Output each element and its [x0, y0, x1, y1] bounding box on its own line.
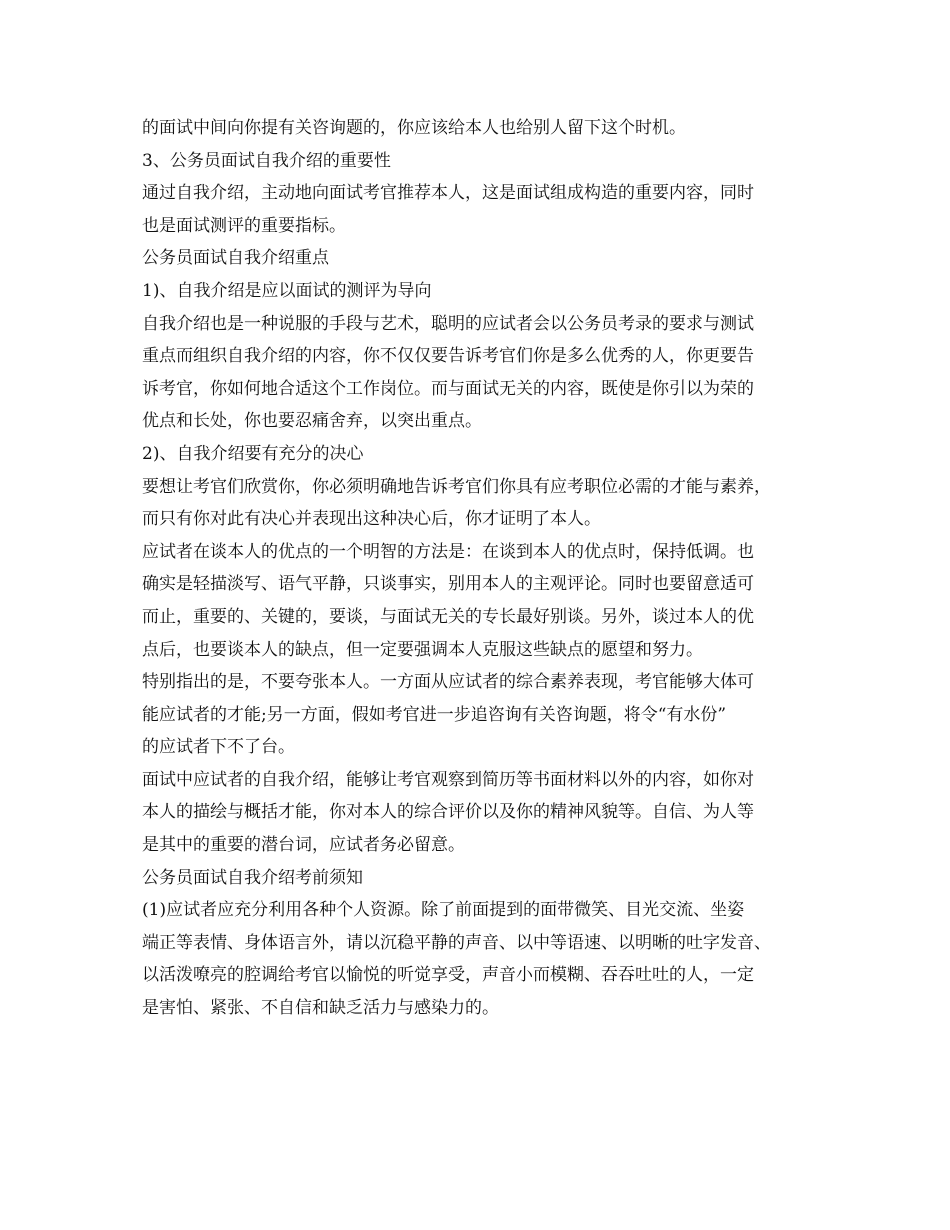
- text-line: 的应试者下不了台。: [142, 737, 295, 758]
- text-line: 而止，重要的、关键的，要谈，与面试无关的专长最好别谈。另外，谈过本人的优: [142, 606, 754, 627]
- text-line: (1)应试者应充分利用各种个人资源。除了前面提到的面带微笑、目光交流、坐姿: [142, 900, 745, 921]
- text-line: 以活泼嘹亮的腔调给考官以愉悦的听觉享受，声音小而模糊、吞吞吐吐的人，一定: [142, 965, 754, 986]
- section-heading: 2)、自我介绍要有充分的决心: [142, 443, 364, 464]
- text-line: 本人的描绘与概括才能，你对本人的综合评价以及你的精神风貌等。自信、为人等: [142, 802, 754, 823]
- text-line: 端正等表情、身体语言外，请以沉稳平静的声音、以中等语速、以明晰的吐字发音、: [142, 932, 771, 953]
- section-heading: 3、公务员面试自我介绍的重要性: [142, 150, 391, 171]
- section-heading: 1)、自我介绍是应以面试的测评为导向: [142, 280, 432, 301]
- document-body: [142, 112, 822, 1025]
- text-line: 能应试者的才能;另一方面，假如考官进一步追咨询有关咨询题，将令“有水份”: [142, 704, 727, 725]
- text-line: 通过自我介绍，主动地向面试考官推荐本人，这是面试组成构造的重要内容，同时: [142, 183, 754, 204]
- text-line: 确实是轻描淡写、语气平静，只谈事实，别用本人的主观评论。同时也要留意适可: [142, 574, 754, 595]
- section-heading: 公务员面试自我介绍考前须知: [142, 867, 363, 888]
- text-line: 应试者在谈本人的优点的一个明智的方法是：在谈到本人的优点时，保持低调。也: [142, 541, 754, 562]
- text-line: 而只有你对此有决心并表现出这种决心后，你才证明了本人。: [142, 509, 601, 530]
- text-line: 是害怕、紧张、不自信和缺乏活力与感染力的。: [142, 998, 499, 1019]
- text-line: 特别指出的是，不要夸张本人。一方面从应试者的综合素养表现，考官能够大体可: [142, 672, 754, 693]
- text-line: 自我介绍也是一种说服的手段与艺术，聪明的应试者会以公务员考录的要求与测试: [142, 313, 754, 334]
- text-line: 重点而组织自我介绍的内容，你不仅仅要告诉考官们你是多么优秀的人，你更要告: [142, 346, 754, 367]
- text-line: 要想让考官们欣赏你，你必须明确地告诉考官们你具有应考职位必需的才能与素养，: [142, 476, 771, 497]
- text-line: 是其中的重要的潜台词，应试者务必留意。: [142, 835, 465, 856]
- text-line: 优点和长处，你也要忍痛舍弃，以突出重点。: [142, 411, 482, 432]
- text-line: 也是面试测评的重要指标。: [142, 215, 346, 236]
- text-line: 点后，也要谈本人的缺点，但一定要强调本人克服这些缺点的愿望和努力。: [142, 639, 703, 660]
- section-heading: 公务员面试自我介绍重点: [142, 248, 329, 269]
- text-line: 诉考官，你如何地合适这个工作岗位。而与面试无关的内容，既使是你引以为荣的: [142, 378, 754, 399]
- text-line: 面试中应试者的自我介绍，能够让考官观察到简历等书面材料以外的内容，如你对: [142, 769, 754, 790]
- text-line: 的面试中间向你提有关咨询题的，你应该给本人也给别人留下这个时机。: [142, 118, 686, 138]
